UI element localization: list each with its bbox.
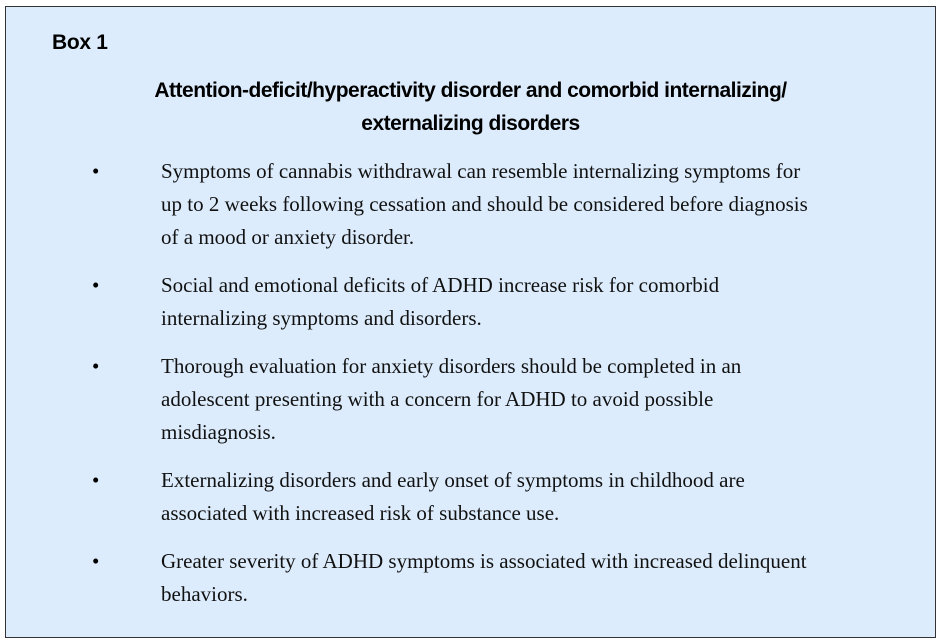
text-line: associated with increased risk of substance use. — [161, 501, 560, 525]
box-title-line-2: externalizing disorders — [361, 112, 580, 135]
text-line: up to 2 weeks following cessation and should be considered before diagnosis — [161, 192, 808, 216]
text-line: of a mood or anxiety disorder. — [161, 225, 415, 249]
text-line: Externalizing disorders and early onset of symptoms in childhood are — [161, 468, 745, 492]
bullet-icon: • — [92, 468, 100, 492]
text-line: Greater severity of ADHD symptoms is associated with increased delinquent — [161, 549, 807, 573]
text-line: behaviors. — [161, 582, 248, 606]
info-box — [5, 6, 936, 638]
text-line: misdiagnosis. — [161, 420, 276, 444]
list-item-text — [161, 545, 901, 611]
bullet-icon: • — [92, 354, 100, 378]
box-title — [6, 74, 935, 140]
list-item-text — [161, 269, 901, 335]
list-item-text — [161, 350, 901, 449]
bullet-icon: • — [92, 159, 100, 183]
text-line: adolescent presenting with a concern for ADHD to avoid possible — [161, 387, 714, 411]
box-label: Box 1 — [52, 31, 108, 54]
list-item-text — [161, 155, 901, 254]
text-line: Symptoms of cannabis withdrawal can resemble internalizing symptoms for — [161, 159, 801, 183]
box-title-line-1: Attention-deficit/hyperactivity disorder and comorbid internalizing/ — [154, 79, 787, 102]
bullet-icon: • — [92, 549, 100, 573]
list-item-text — [161, 464, 901, 530]
text-line: Social and emotional deficits of ADHD increase risk for comorbid — [161, 273, 720, 297]
text-line: Thorough evaluation for anxiety disorders should be completed in an — [161, 354, 742, 378]
text-line: internalizing symptoms and disorders. — [161, 306, 482, 330]
bullet-icon: • — [92, 273, 100, 297]
